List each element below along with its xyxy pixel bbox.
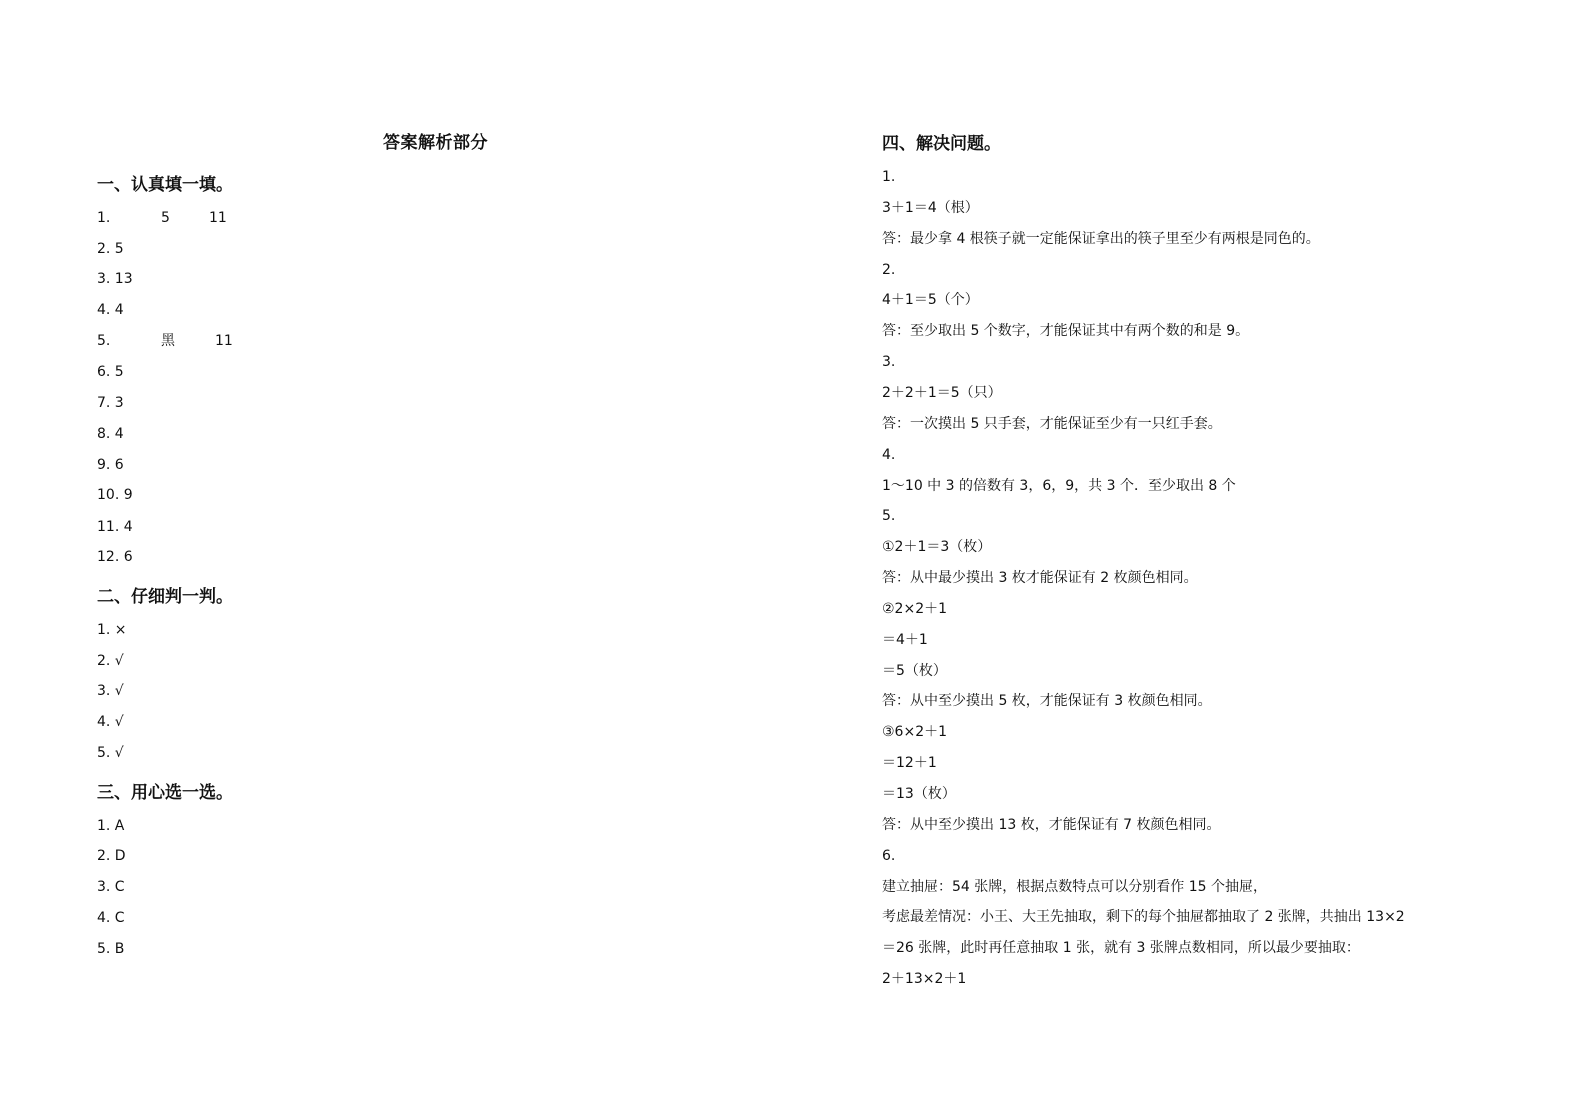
answer-line: 3. 13 bbox=[97, 271, 133, 287]
answer-number: 5. bbox=[97, 333, 111, 349]
answer-line: 4. C bbox=[97, 910, 125, 926]
solution-line: 4. bbox=[882, 447, 896, 463]
answer-line: 1. A bbox=[97, 818, 125, 834]
solution-line: ＝4＋1 bbox=[882, 632, 928, 648]
answer-line: 3. √ bbox=[97, 683, 124, 699]
answer-line: 7. 3 bbox=[97, 395, 124, 411]
answer-blank: 5 bbox=[161, 210, 170, 226]
answer-line: 5. B bbox=[97, 941, 125, 957]
solution-line: 1. bbox=[882, 169, 896, 185]
solution-line: ＝5（枚） bbox=[882, 663, 947, 679]
answer-line bbox=[97, 209, 227, 227]
answer-blank: 11 bbox=[215, 333, 233, 349]
solution-line: ①2＋1＝3（枚） bbox=[882, 539, 992, 555]
solution-line: 答：至少取出 5 个数字，才能保证其中有两个数的和是 9。 bbox=[882, 323, 1250, 339]
section-title-choose: 三、用心选一选。 bbox=[97, 783, 233, 803]
answer-blank: 11 bbox=[209, 210, 227, 226]
solution-line: 考虑最差情况：小王、大王先抽取，剩下的每个抽屉都抽取了 2 张牌，共抽出 13×2 bbox=[882, 909, 1405, 925]
solution-line: ＝12＋1 bbox=[882, 755, 937, 771]
solution-line: 答：最少拿 4 根筷子就一定能保证拿出的筷子里至少有两根是同色的。 bbox=[882, 231, 1320, 247]
answer-line: 2. √ bbox=[97, 653, 124, 669]
solution-line: 3. bbox=[882, 354, 896, 370]
section-title-judge: 二、仔细判一判。 bbox=[97, 587, 233, 607]
answer-line: 6. 5 bbox=[97, 364, 124, 380]
answer-blank: 黑 bbox=[161, 333, 175, 349]
solution-line: 2＋13×2＋1 bbox=[882, 971, 967, 987]
answer-line: 11. 4 bbox=[97, 519, 133, 535]
solution-line: 3＋1＝4（根） bbox=[882, 200, 979, 216]
answer-line: 3. C bbox=[97, 879, 125, 895]
answer-line: 9. 6 bbox=[97, 457, 124, 473]
answer-line: 4. √ bbox=[97, 714, 124, 730]
solution-line: 答：一次摸出 5 只手套，才能保证至少有一只红手套。 bbox=[882, 416, 1222, 432]
solution-line: 1～10 中 3 的倍数有 3，6，9，共 3 个．至少取出 8 个 bbox=[882, 478, 1236, 494]
answer-line: 12. 6 bbox=[97, 549, 133, 565]
answer-line: 2. D bbox=[97, 848, 126, 864]
answer-line: 8. 4 bbox=[97, 426, 124, 442]
section-title-fill: 一、认真填一填。 bbox=[97, 175, 233, 195]
solution-line: ②2×2＋1 bbox=[882, 601, 948, 617]
solution-line: ＝26 张牌，此时再任意抽取 1 张，就有 3 张牌点数相同，所以最少要抽取： bbox=[882, 940, 1360, 956]
solution-line: 5. bbox=[882, 508, 896, 524]
solution-line: ③6×2＋1 bbox=[882, 724, 948, 740]
solution-line: 答：从中最少摸出 3 枚才能保证有 2 枚颜色相同。 bbox=[882, 570, 1198, 586]
solution-line: 答：从中至少摸出 5 枚，才能保证有 3 枚颜色相同。 bbox=[882, 693, 1212, 709]
solution-line: 答：从中至少摸出 13 枚，才能保证有 7 枚颜色相同。 bbox=[882, 817, 1221, 833]
answer-line: 5. √ bbox=[97, 745, 124, 761]
answer-line bbox=[97, 332, 233, 350]
page-title: 答案解析部分 bbox=[383, 133, 488, 153]
solution-line: 6. bbox=[882, 848, 896, 864]
solution-line: 2. bbox=[882, 262, 896, 278]
solution-line: 建立抽屉：54 张牌，根据点数特点可以分别看作 15 个抽屉， bbox=[882, 879, 1267, 895]
answer-line: 4. 4 bbox=[97, 302, 124, 318]
solution-line: 2＋2＋1＝5（只） bbox=[882, 385, 1002, 401]
answer-line: 10. 9 bbox=[97, 487, 133, 503]
answer-line: 1. × bbox=[97, 622, 127, 638]
section-title-solve: 四、解决问题。 bbox=[882, 134, 1001, 154]
answer-number: 1. bbox=[97, 210, 111, 226]
solution-line: 4＋1＝5（个） bbox=[882, 292, 979, 308]
solution-line: ＝13（枚） bbox=[882, 786, 956, 802]
answer-line: 2. 5 bbox=[97, 241, 124, 257]
